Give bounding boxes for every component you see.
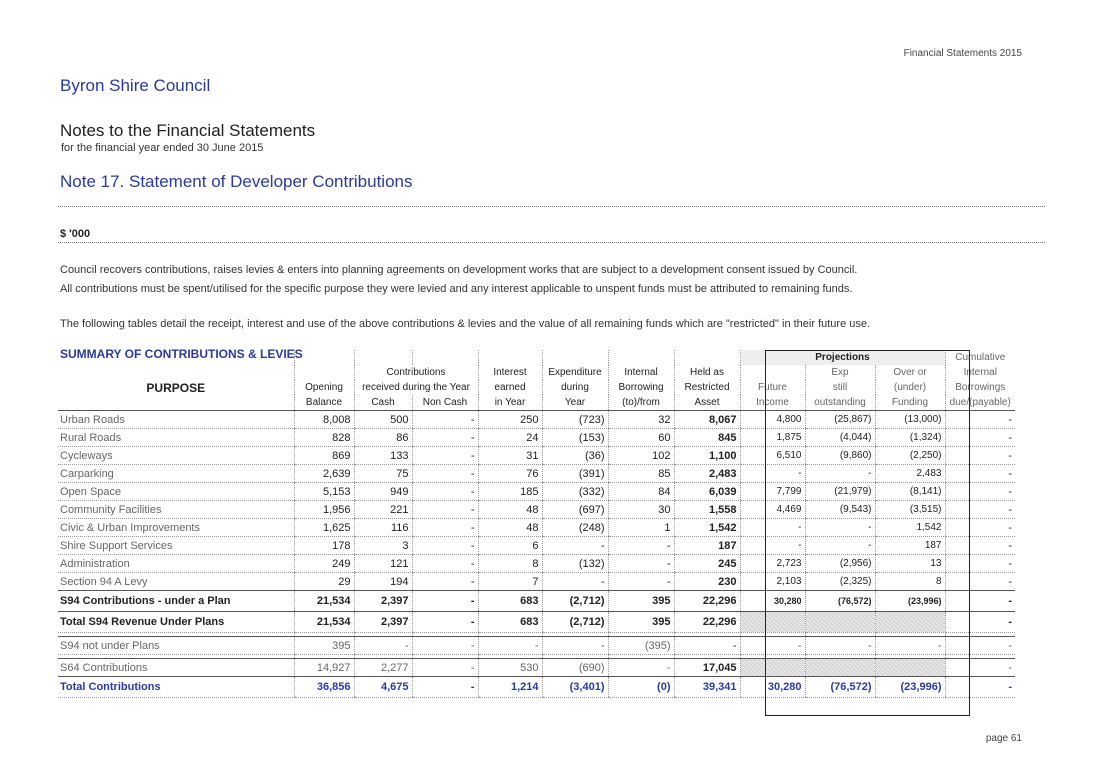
cell-expenditure: (248) xyxy=(542,519,608,537)
row-label: S94 not under Plans xyxy=(58,637,294,655)
cell-interest: 6 xyxy=(478,537,542,555)
divider xyxy=(58,206,1045,207)
cell-expenditure: (697) xyxy=(542,501,608,519)
cell-noncash: - xyxy=(412,659,478,677)
cell-exp: (21,979) xyxy=(805,483,875,501)
cell-held: 6,039 xyxy=(674,483,740,501)
cell-held: 1,100 xyxy=(674,447,740,465)
cell-held: 245 xyxy=(674,555,740,573)
col-interest-header: Interest xyxy=(478,365,542,380)
cell-future: 7,799 xyxy=(740,483,805,501)
cell-noncash: - xyxy=(412,555,478,573)
cell-held: 187 xyxy=(674,537,740,555)
table-row xyxy=(58,465,1015,483)
cell-future: - xyxy=(740,537,805,555)
cell-opening: 249 xyxy=(294,555,354,573)
cell-interest: 48 xyxy=(478,501,542,519)
cell-expenditure: (391) xyxy=(542,465,608,483)
table-row xyxy=(58,537,1015,555)
cell-interest: 8 xyxy=(478,555,542,573)
cell-over: (1,324) xyxy=(875,429,945,447)
cell-opening: 5,153 xyxy=(294,483,354,501)
cell-exp: - xyxy=(805,537,875,555)
col-expenditure-header: during xyxy=(542,380,608,395)
cell-expenditure: (2,712) xyxy=(542,612,608,633)
col-borrowing-header: (to)/from xyxy=(608,395,674,411)
cell-opening: 395 xyxy=(294,637,354,655)
col-opening-header: Balance xyxy=(294,395,354,411)
cell-held: 845 xyxy=(674,429,740,447)
table-row xyxy=(58,501,1015,519)
cell-expenditure: (36) xyxy=(542,447,608,465)
row-label: Total S94 Revenue Under Plans xyxy=(58,612,294,633)
cell-opening: 869 xyxy=(294,447,354,465)
row-label: Rural Roads xyxy=(58,429,294,447)
cell-cumulative: - xyxy=(945,501,1015,519)
table-row xyxy=(58,447,1015,465)
cell-opening: 14,927 xyxy=(294,659,354,677)
cell-cash: 221 xyxy=(354,501,412,519)
cell-future: 30,280 xyxy=(740,677,805,698)
table-row xyxy=(58,411,1015,429)
table-row xyxy=(58,573,1015,591)
col-held-header: Held as xyxy=(674,365,740,380)
cell-exp: - xyxy=(805,519,875,537)
cell-held: - xyxy=(674,637,740,655)
paragraph: Council recovers contributions, raises levies & enters into planning agreements on development works that are subject to a development consent issued by Council. xyxy=(60,264,858,276)
cell-future: 1,875 xyxy=(740,429,805,447)
cell-future: - xyxy=(740,519,805,537)
col-borrowing-header: Internal xyxy=(608,365,674,380)
col-over-header: (under) xyxy=(875,380,945,395)
cell-cumulative: - xyxy=(945,591,1015,612)
cell-cumulative: - xyxy=(945,555,1015,573)
row-label: Administration xyxy=(58,555,294,573)
cell-cash: 2,277 xyxy=(354,659,412,677)
notes-title: Notes to the Financial Statements xyxy=(60,121,316,140)
cell-opening: 1,625 xyxy=(294,519,354,537)
cell-interest: 530 xyxy=(478,659,542,677)
cell-interest: 250 xyxy=(478,411,542,429)
cell-interest: - xyxy=(478,637,542,655)
cell-interest: 185 xyxy=(478,483,542,501)
cell-noncash: - xyxy=(412,483,478,501)
cell-expenditure: (153) xyxy=(542,429,608,447)
contributions-table xyxy=(58,350,1015,698)
shaded-cell xyxy=(805,659,875,677)
cell-noncash: - xyxy=(412,501,478,519)
cell-borrowing: 30 xyxy=(608,501,674,519)
cell-expenditure: (690) xyxy=(542,659,608,677)
s94-plan-row xyxy=(58,591,1015,612)
row-label: Open Space xyxy=(58,483,294,501)
cell-opening: 21,534 xyxy=(294,591,354,612)
col-interest-header: in Year xyxy=(478,395,542,411)
cell-future: 4,800 xyxy=(740,411,805,429)
cell-cumulative: - xyxy=(945,612,1015,633)
cell-exp: - xyxy=(805,465,875,483)
cell-cumulative: - xyxy=(945,447,1015,465)
notes-subtitle: for the financial year ended 30 June 2015 xyxy=(61,142,264,154)
cell-over: 187 xyxy=(875,537,945,555)
cell-cumulative: - xyxy=(945,465,1015,483)
council-name: Byron Shire Council xyxy=(60,76,211,95)
cell-exp: (9,860) xyxy=(805,447,875,465)
col-borrowing-header: Borrowing xyxy=(608,380,674,395)
cell-interest: 7 xyxy=(478,573,542,591)
col-cumulative-header: due/(payable) xyxy=(945,395,1015,411)
cell-exp: (76,572) xyxy=(805,677,875,698)
col-cumulative-header: Borrowings xyxy=(945,380,1015,395)
cell-over: 2,483 xyxy=(875,465,945,483)
cell-future: 4,469 xyxy=(740,501,805,519)
cell-cash: 2,397 xyxy=(354,612,412,633)
cell-cash: 949 xyxy=(354,483,412,501)
cell-interest: 31 xyxy=(478,447,542,465)
cell-cumulative: - xyxy=(945,519,1015,537)
col-cumulative-header: Internal xyxy=(945,365,1015,380)
cell-future: 2,723 xyxy=(740,555,805,573)
s94-not-row xyxy=(58,637,1015,655)
cell-over: (13,000) xyxy=(875,411,945,429)
row-label: S64 Contributions xyxy=(58,659,294,677)
row-label: Total Contributions xyxy=(58,677,294,698)
document-header: Financial Statements 2015 xyxy=(903,48,1022,59)
cell-borrowing: 395 xyxy=(608,612,674,633)
col-cash-header: Cash xyxy=(354,395,412,411)
cell-cash: 3 xyxy=(354,537,412,555)
cell-over: (3,515) xyxy=(875,501,945,519)
col-purpose-header: PURPOSE xyxy=(146,380,206,395)
cell-future: - xyxy=(740,637,805,655)
cell-noncash: - xyxy=(412,537,478,555)
cell-borrowing: - xyxy=(608,555,674,573)
cell-interest: 48 xyxy=(478,519,542,537)
col-contrib-header: Contributions xyxy=(354,365,478,380)
cell-noncash: - xyxy=(412,411,478,429)
cell-over: (23,996) xyxy=(875,677,945,698)
table-row xyxy=(58,483,1015,501)
units-label: $ '000 xyxy=(60,228,91,240)
col-exp-header: Exp xyxy=(805,365,875,380)
divider xyxy=(58,242,1045,243)
cell-over: (23,996) xyxy=(875,591,945,612)
page-number: page 61 xyxy=(985,733,1022,744)
cell-noncash: - xyxy=(412,612,478,633)
cell-opening: 2,639 xyxy=(294,465,354,483)
cell-interest: 76 xyxy=(478,465,542,483)
row-label: Urban Roads xyxy=(58,411,294,429)
cell-held: 1,558 xyxy=(674,501,740,519)
cell-borrowing: 60 xyxy=(608,429,674,447)
col-over-header: Funding xyxy=(875,395,945,411)
summary-title: SUMMARY OF CONTRIBUTIONS & LEVIES xyxy=(60,347,303,361)
col-interest-header: earned xyxy=(478,380,542,395)
cell-cumulative: - xyxy=(945,411,1015,429)
cell-interest: 683 xyxy=(478,612,542,633)
row-label: Cycleways xyxy=(58,447,294,465)
cell-cumulative: - xyxy=(945,483,1015,501)
cell-borrowing: (0) xyxy=(608,677,674,698)
cell-cash: 4,675 xyxy=(354,677,412,698)
cell-future: 30,280 xyxy=(740,591,805,612)
cell-opening: 8,008 xyxy=(294,411,354,429)
cell-cash: - xyxy=(354,637,412,655)
cell-over: (2,250) xyxy=(875,447,945,465)
col-contrib-header: received during the Year xyxy=(354,380,478,395)
cell-borrowing: - xyxy=(608,573,674,591)
cell-cash: 133 xyxy=(354,447,412,465)
cell-future: 6,510 xyxy=(740,447,805,465)
cell-held: 1,542 xyxy=(674,519,740,537)
paragraph: The following tables detail the receipt, interest and use of the above contributions & levies and the value of all remaining funds which are "restricted" in their future use. xyxy=(60,318,871,330)
col-exp-header: outstanding xyxy=(805,395,875,411)
cell-exp: (9,543) xyxy=(805,501,875,519)
cell-cumulative: - xyxy=(945,537,1015,555)
table-row xyxy=(58,519,1015,537)
cell-borrowing: 102 xyxy=(608,447,674,465)
total-contributions-row xyxy=(58,677,1015,698)
shaded-cell xyxy=(875,612,945,633)
cell-held: 2,483 xyxy=(674,465,740,483)
cell-noncash: - xyxy=(412,677,478,698)
col-held-header: Asset xyxy=(674,395,740,411)
col-future-header: Future xyxy=(740,380,805,395)
col-cumulative-header: Cumulative xyxy=(945,350,1015,365)
row-label: S94 Contributions - under a Plan xyxy=(58,591,294,612)
cell-cash: 121 xyxy=(354,555,412,573)
cell-noncash: - xyxy=(412,429,478,447)
cell-cumulative: - xyxy=(945,677,1015,698)
cell-borrowing: 32 xyxy=(608,411,674,429)
cell-cumulative: - xyxy=(945,573,1015,591)
cell-borrowing: 84 xyxy=(608,483,674,501)
s64-row xyxy=(58,659,1015,677)
col-future-header: Income xyxy=(740,395,805,411)
cell-exp: (25,867) xyxy=(805,411,875,429)
cell-noncash: - xyxy=(412,465,478,483)
cell-noncash: - xyxy=(412,637,478,655)
cell-noncash: - xyxy=(412,447,478,465)
cell-cumulative: - xyxy=(945,659,1015,677)
shaded-cell xyxy=(740,612,805,633)
paragraph: All contributions must be spent/utilised for the specific purpose they were levied and any interest applicable to unspent funds must be attributed to remaining funds. xyxy=(60,283,853,295)
cell-held: 22,296 xyxy=(674,591,740,612)
cell-cash: 2,397 xyxy=(354,591,412,612)
row-label: Shire Support Services xyxy=(58,537,294,555)
row-label: Carparking xyxy=(58,465,294,483)
cell-over: 13 xyxy=(875,555,945,573)
cell-opening: 1,956 xyxy=(294,501,354,519)
table-row xyxy=(58,429,1015,447)
cell-expenditure: (723) xyxy=(542,411,608,429)
cell-interest: 1,214 xyxy=(478,677,542,698)
col-noncash-header: Non Cash xyxy=(412,395,478,411)
cell-exp: (4,044) xyxy=(805,429,875,447)
cell-opening: 21,534 xyxy=(294,612,354,633)
cell-over: 1,542 xyxy=(875,519,945,537)
projections-header: Projections xyxy=(740,350,945,365)
cell-held: 17,045 xyxy=(674,659,740,677)
shaded-cell xyxy=(740,659,805,677)
cell-cash: 194 xyxy=(354,573,412,591)
col-expenditure-header: Year xyxy=(542,395,608,411)
cell-opening: 36,856 xyxy=(294,677,354,698)
cell-held: 8,067 xyxy=(674,411,740,429)
cell-exp: (2,325) xyxy=(805,573,875,591)
cell-borrowing: - xyxy=(608,537,674,555)
cell-expenditure: (132) xyxy=(542,555,608,573)
note-title: Note 17. Statement of Developer Contributions xyxy=(60,172,413,191)
cell-borrowing: (395) xyxy=(608,637,674,655)
cell-noncash: - xyxy=(412,591,478,612)
s94-total-row xyxy=(58,612,1015,633)
col-expenditure-header: Expenditure xyxy=(542,365,608,380)
cell-expenditure: - xyxy=(542,573,608,591)
cell-noncash: - xyxy=(412,519,478,537)
cell-expenditure: (3,401) xyxy=(542,677,608,698)
cell-expenditure: - xyxy=(542,537,608,555)
cell-interest: 24 xyxy=(478,429,542,447)
cell-expenditure: (332) xyxy=(542,483,608,501)
col-over-header: Over or xyxy=(875,365,945,380)
cell-exp: - xyxy=(805,637,875,655)
cell-expenditure: (2,712) xyxy=(542,591,608,612)
cell-cash: 86 xyxy=(354,429,412,447)
cell-held: 230 xyxy=(674,573,740,591)
row-label: Community Facilities xyxy=(58,501,294,519)
cell-opening: 828 xyxy=(294,429,354,447)
cell-over: (8,141) xyxy=(875,483,945,501)
cell-borrowing: 1 xyxy=(608,519,674,537)
cell-over: - xyxy=(875,637,945,655)
table-row xyxy=(58,555,1015,573)
cell-borrowing: 395 xyxy=(608,591,674,612)
cell-future: 2,103 xyxy=(740,573,805,591)
cell-cash: 75 xyxy=(354,465,412,483)
cell-expenditure: - xyxy=(542,637,608,655)
cell-opening: 29 xyxy=(294,573,354,591)
shaded-cell xyxy=(805,612,875,633)
col-held-header: Restricted xyxy=(674,380,740,395)
col-exp-header: still xyxy=(805,380,875,395)
cell-exp: (2,956) xyxy=(805,555,875,573)
cell-held: 22,296 xyxy=(674,612,740,633)
cell-opening: 178 xyxy=(294,537,354,555)
cell-future: - xyxy=(740,465,805,483)
cell-cash: 500 xyxy=(354,411,412,429)
cell-cash: 116 xyxy=(354,519,412,537)
cell-over: 8 xyxy=(875,573,945,591)
row-label: Section 94 A Levy xyxy=(58,573,294,591)
cell-cumulative: - xyxy=(945,429,1015,447)
col-opening-header: Opening xyxy=(294,380,354,395)
cell-borrowing: - xyxy=(608,659,674,677)
cell-exp: (76,572) xyxy=(805,591,875,612)
cell-cumulative: - xyxy=(945,637,1015,655)
cell-held: 39,341 xyxy=(674,677,740,698)
cell-borrowing: 85 xyxy=(608,465,674,483)
row-label: Civic & Urban Improvements xyxy=(58,519,294,537)
cell-noncash: - xyxy=(412,573,478,591)
cell-interest: 683 xyxy=(478,591,542,612)
shaded-cell xyxy=(875,659,945,677)
